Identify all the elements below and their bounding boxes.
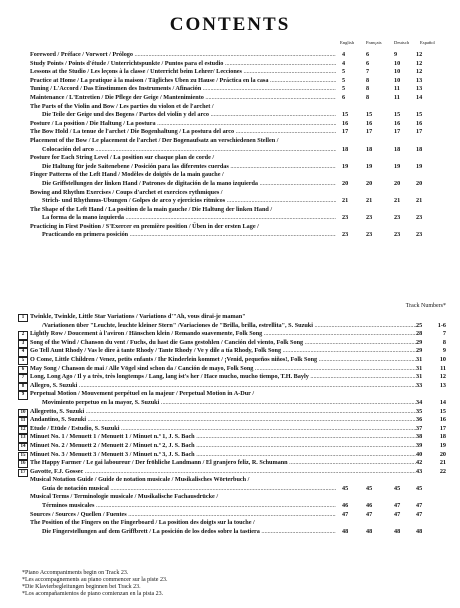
toc-row — [21, 364, 450, 374]
page-number: 13 — [416, 85, 423, 93]
track-number: 21 — [439, 459, 446, 467]
footnote-line: *Piano Accompaniments begin on Track 23. — [22, 570, 129, 576]
page-number: 10 — [394, 68, 401, 76]
page-number: 23 — [342, 214, 349, 222]
page-number: 34 — [416, 398, 423, 406]
toc-entry-title: Perpetual Motion / Mouvement perpétuel en la majeur / Perpetual Motion in A-Dur / — [30, 390, 255, 398]
toc-entry-title: Allegro, S. Suzuki ..... — [30, 382, 416, 391]
toc-entry-title: Posture / La position / Die Haltung / La postura ..... — [30, 120, 336, 129]
footnote-line: *Los acompañamientos de piano comienzan en la pista 23. — [22, 591, 164, 597]
page-number: 16 — [342, 119, 349, 127]
page-number: 39 — [416, 441, 423, 449]
page-number: 47 — [394, 502, 401, 510]
track-number: 16 — [439, 416, 446, 424]
toc-entry-title: Movimiento perpetuo en la mayor, S. Suzuki ..... — [42, 399, 416, 408]
toc-entry-title: Practicando en primera posición ..... — [42, 231, 336, 240]
page-number: 42 — [416, 459, 423, 467]
page-number: 45 — [342, 484, 349, 492]
toc-entry-title: /Variationen über "Leuchte, leuchte kleiner Stern" /Variaciones de "Brilla, brilla, estrellita", S. Suzuki ..... — [42, 322, 416, 331]
toc-row — [30, 197, 450, 206]
piece-number-box: 10 — [18, 409, 28, 417]
toc-entry-title: Study Points / Points d'étude / Unterrichtspunkte / Puntos para el estudio ..... — [30, 60, 336, 69]
page-number: 17 — [366, 128, 373, 136]
page-number: 43 — [416, 467, 423, 475]
page-number: 19 — [394, 162, 401, 170]
toc-row — [30, 214, 450, 223]
track-number: 11 — [440, 364, 446, 372]
toc-row — [20, 450, 450, 460]
page-number: 12 — [416, 51, 423, 58]
piece-number-box: 12 — [18, 426, 28, 434]
toc-entry-title: Lessons at the Studio / Les leçons à la classe / Unterricht beim Lehrer/ Lecciones ..... — [30, 68, 336, 77]
page-number: 35 — [416, 407, 423, 415]
toc-row — [21, 313, 450, 322]
toc-entry-title: Guía de notación musical ..... — [42, 485, 336, 494]
toc-row — [21, 347, 450, 356]
page-number: 40 — [416, 450, 423, 458]
toc-entry-title: The Parts of the Violin and Bow / Les parties du violon et de l'archet / — [30, 102, 214, 110]
page-number: 48 — [342, 527, 349, 535]
track-number: 7 — [442, 330, 446, 338]
toc-entry-title: The Shape of the Left Hand / La position de la main gauche / Die Haltung der linken Hand / — [30, 205, 273, 213]
page-number: 12 — [416, 68, 423, 76]
toc-row — [30, 399, 450, 408]
toc-entry-title: Andantino, S. Suzuki ..... — [30, 416, 416, 425]
toc-entry-title: Strich- und Rhythmus-Übungen / Golpes de arco y ejercicios rítmicos ..... — [42, 197, 336, 206]
toc-entry-title: Minuet No. 2 / Menuett 2 / Menuett 2 / Minuet n.º 2, J. S. Bach ..... — [30, 442, 416, 451]
toc-row — [20, 459, 450, 468]
toc-row — [30, 476, 450, 485]
toc-entry-title: Bowing and Rhythm Exercises / Coups d'archet et exercices rythmiques / — [30, 188, 223, 196]
page-number: 5 — [342, 85, 346, 93]
toc-entry-title: Colocación del arco ..... — [42, 146, 336, 155]
toc-entry-title: Lightly Row / Doucement à l'aviron / Hänschen klein / Remando suavemente, Folk Song ..... — [30, 330, 416, 339]
piece-number-box: 13 — [18, 434, 28, 442]
page-number: 21 — [342, 197, 349, 205]
toc-row — [21, 355, 450, 365]
track-number: 20 — [439, 450, 446, 458]
page-number: 16 — [366, 119, 373, 127]
language-column-headers — [340, 40, 452, 48]
toc-entry-title: Sources / Sources / Quellen / Fuentes ..... — [30, 511, 336, 520]
page-title: CONTENTS — [169, 14, 291, 35]
toc-entry-title: Go Tell Aunt Rhody / Vas le dire à tante Rhody / Tante Rhody / Ve y dile a tía Rhody, Folk Song ..... — [30, 347, 416, 356]
toc-entry-title: Términos musicales ..... — [42, 502, 336, 511]
piece-number-box: 1 — [18, 314, 28, 322]
toc-row — [30, 128, 450, 137]
toc-entry-title: Minuet No. 3 / Menuett 3 / Menuett 3 / Minuet n.º 3, J. S. Bach ..... — [30, 451, 416, 460]
page-number: 29 — [416, 347, 423, 355]
page-number: 46 — [342, 502, 349, 510]
piece-number-box: 5 — [18, 357, 28, 365]
toc-row — [30, 51, 450, 60]
lang-header-french: Français — [366, 40, 382, 45]
toc-row — [30, 502, 450, 511]
toc-entry-title: Minuet No. 1 / Menuett 1 / Menuett 1 / Minuet n.º 1, J. S. Bach ..... — [30, 433, 416, 442]
track-number: 1-6 — [437, 321, 446, 329]
toc-entry-title: O Come, Little Children / Venez, petits enfants / Ihr Kinderlein kommet / ¡Venid, pequeños niños!, Folk Song ..... — [30, 356, 416, 365]
toc-row — [30, 94, 450, 103]
toc-row — [20, 416, 450, 425]
page-number: 5 — [342, 68, 346, 76]
page-number: 47 — [366, 510, 373, 518]
page-number: 6 — [366, 51, 370, 58]
toc-entry-title: Posture for Each String Level / La position sur chaque plan de corde / — [30, 154, 215, 162]
page-number: 10 — [394, 76, 401, 84]
page-number: 21 — [416, 197, 423, 205]
toc-row — [30, 206, 450, 215]
page-number: 47 — [342, 510, 349, 518]
track-number: 19 — [439, 441, 446, 449]
piece-number-box: 17 — [18, 469, 28, 477]
track-number: 9 — [442, 347, 446, 355]
page-number: 23 — [366, 231, 373, 239]
toc-row — [30, 85, 450, 94]
toc-entry-title: May Song / Chanson de mai / Alle Vögel sind schon da / Canción de mayo, Folk Song ..... — [30, 365, 416, 374]
toc-entry-title: Musical Notation Guide / Guide de notation musicale / Musikalisches Wörterbuch / — [30, 476, 250, 484]
piece-number-box: 8 — [18, 383, 28, 391]
page-number: 4 — [342, 59, 346, 67]
toc-entry-title: Finger Patterns of the Left Hand / Modèles de doigtés de la main gauche / — [30, 171, 224, 179]
toc-row — [30, 493, 450, 502]
piece-number-box: 2 — [18, 331, 28, 339]
toc-entry-title: Placement of the Bow / Le placement de l'archet / Der Bogenaufsatz an verschiedenen Stellen / — [30, 136, 279, 144]
track-number: 13 — [439, 381, 446, 389]
page-number: 18 — [366, 145, 373, 153]
toc-entry-title: The Bow Hold / La tenue de l'archet / Die Bogenhaltung / La postura del arco ..... — [30, 128, 336, 137]
page-number: 4 — [342, 51, 346, 58]
page-number: 16 — [394, 119, 401, 127]
toc-entry-title: Foreword / Préface / Vorwort / Prólogo ..... — [30, 51, 336, 60]
piece-number-box: 3 — [18, 340, 28, 348]
page-number: 23 — [394, 231, 401, 239]
piece-number-box: 15 — [18, 452, 28, 460]
page-number: 47 — [416, 510, 423, 518]
toc-row — [30, 137, 450, 146]
page-number: 15 — [394, 111, 401, 119]
toc-row — [20, 441, 450, 451]
track-number: 12 — [439, 373, 446, 381]
page-number: 14 — [416, 93, 423, 101]
page-number: 48 — [394, 527, 401, 535]
toc-row — [30, 171, 450, 180]
toc-row — [21, 381, 450, 391]
page-number: 45 — [416, 484, 423, 492]
track-number: 18 — [439, 433, 446, 441]
toc-row — [21, 390, 450, 399]
page-number: 45 — [394, 484, 401, 492]
page-number: 47 — [416, 502, 423, 510]
page-number: 12 — [416, 59, 423, 67]
page-number: 19 — [416, 162, 423, 170]
track-numbers-label: Track Numbers* — [405, 303, 446, 309]
toc-row — [30, 180, 450, 189]
toc-row — [30, 68, 450, 77]
contents-list-intro — [30, 51, 450, 240]
page-number: 11 — [394, 85, 400, 93]
page-number: 48 — [366, 527, 373, 535]
toc-row — [30, 111, 450, 120]
toc-row — [30, 511, 450, 520]
toc-row — [30, 519, 450, 528]
page-number: 31 — [416, 364, 423, 372]
page-number: 23 — [394, 214, 401, 222]
page-number: 20 — [342, 179, 349, 187]
page-number: 20 — [416, 179, 423, 187]
footnotes — [22, 570, 167, 598]
page-number: 31 — [416, 355, 423, 363]
page-number: 29 — [416, 338, 423, 346]
page-number: 21 — [366, 197, 373, 205]
toc-entry-title: Etude / Etüde / Estudio, S. Suzuki ..... — [30, 425, 416, 434]
toc-row — [30, 231, 450, 240]
toc-entry-title: Tuning / L'Accord / Das Einstimmen des Instruments / Afinación ..... — [30, 85, 336, 94]
page-number: 31 — [416, 373, 423, 381]
toc-entry-title: Song of the Wind / Chanson du vent / Fuchs, du hast die Gans gestohlen / Canción del viento, Folk Song ..... — [30, 339, 416, 348]
toc-entry-title: Maintenance / L'Entretien / Die Pflege der Geige / Mantenimiento ..... — [30, 94, 336, 103]
page-number: 13 — [416, 76, 423, 84]
page-number: 17 — [342, 128, 349, 136]
page-number: 8 — [366, 76, 370, 84]
toc-entry-title: Musical Terms / Terminologie musicale / Musikalische Fachausdrücke / — [30, 493, 219, 501]
toc-entry-title: La forma de la mano izquierda ..... — [42, 214, 336, 223]
page-number: 36 — [416, 416, 423, 424]
page-number: 21 — [394, 197, 401, 205]
page-number: 19 — [366, 162, 373, 170]
track-number: 14 — [439, 398, 446, 406]
piece-number-box: 6 — [18, 366, 28, 374]
page-number: 23 — [416, 231, 423, 239]
page-number: 33 — [416, 381, 423, 389]
track-number: 15 — [439, 407, 446, 415]
page-number: 15 — [366, 111, 373, 119]
footnote-line: *Les accompagnements au piano commencer sur la piste 23. — [22, 577, 168, 583]
track-number: 22 — [439, 467, 446, 475]
toc-row — [30, 77, 450, 86]
toc-entry-title: Allegretto, S. Suzuki ..... — [30, 408, 416, 417]
track-number: 10 — [439, 355, 446, 363]
contents-list-pieces — [20, 313, 450, 536]
toc-entry-title: The Happy Farmer / Le gai laboureur / Der fröhliche Landmann / El granjero feliz, R. Schumann ..... — [30, 459, 416, 468]
lang-header-german: Deutsch — [394, 40, 410, 45]
page-number: 45 — [366, 484, 373, 492]
page-number: 10 — [394, 59, 401, 67]
toc-entry-title: Die Griffstellungen der linken Hand / Patrones de digitación de la mano izquierda ..... — [42, 180, 336, 189]
toc-row — [30, 223, 450, 232]
page-number: 23 — [342, 231, 349, 239]
toc-row — [21, 330, 450, 339]
toc-row — [30, 322, 450, 331]
page-number: 18 — [416, 145, 423, 153]
piece-number-box: 9 — [18, 391, 28, 399]
page-number: 17 — [394, 128, 401, 136]
toc-entry-title: Gavotte, F.J. Gossec ..... — [30, 468, 416, 477]
toc-row — [20, 467, 450, 477]
page-number: 46 — [366, 502, 373, 510]
page-number: 6 — [366, 59, 370, 67]
page-number: 8 — [366, 85, 370, 93]
page-number: 19 — [342, 162, 349, 170]
page-number: 8 — [366, 93, 370, 101]
toc-entry-title: Die Haltung für jede Saitenebene / Posición para las diferentes cuerdas ..... — [42, 163, 336, 172]
track-number: 17 — [439, 424, 446, 432]
toc-row — [30, 120, 450, 129]
page-number: 23 — [366, 214, 373, 222]
page-number: 11 — [394, 93, 400, 101]
lang-header-spanish: Español — [420, 40, 435, 45]
piece-number-box: 16 — [18, 460, 28, 468]
toc-row — [30, 528, 450, 537]
page-number: 37 — [416, 424, 423, 432]
toc-row — [30, 189, 450, 198]
page-number: 20 — [394, 179, 401, 187]
page-number: 20 — [366, 179, 373, 187]
toc-row — [21, 338, 450, 348]
page-number: 7 — [366, 68, 370, 76]
page-number: 18 — [394, 145, 401, 153]
page-number: 6 — [342, 93, 346, 101]
toc-entry-title: Long, Long Ago / Il y a très, très longtemps / Lang, lang ist's her / Hace mucho, mucho tiempo, T.H. Bayly ..... — [30, 373, 416, 382]
toc-entry-title: Practicing in First Position / S'Exercer en première position / Üben in der ersten Lage / — [30, 222, 259, 230]
footnote-line: *Die Klavierbegleitungen beginnen bei Track 23. — [22, 584, 141, 590]
toc-entry-title: Die Fingerstellungen auf dem Griffbrett / La posición de los dedos sobre la tastiera ..... — [42, 528, 336, 537]
toc-row — [30, 163, 450, 172]
toc-row — [21, 373, 450, 382]
page-number: 15 — [416, 111, 423, 119]
page-number: 18 — [342, 145, 349, 153]
toc-row — [30, 60, 450, 69]
piece-number-box: 14 — [18, 443, 28, 451]
page-number: 23 — [416, 214, 423, 222]
page-number: 15 — [342, 111, 349, 119]
toc-entry-title: Practice at Home / La pratique à la maison / Tägliches Üben zu Hause / Práctica en la casa ..... — [30, 77, 336, 86]
toc-row — [30, 154, 450, 163]
toc-row — [20, 424, 450, 434]
page-number: 9 — [394, 51, 398, 58]
toc-row — [20, 433, 450, 442]
page-number: 25 — [416, 321, 423, 329]
page-number: 28 — [416, 330, 423, 338]
toc-row — [30, 146, 450, 155]
toc-entry-title: Twinkle, Twinkle, Little Star Variations / Variations d'"Ah, vous dirai-je maman" — [30, 313, 246, 320]
toc-entry-title: Die Teile der Geige und des Bogens / Partes del violín y del arco ..... — [42, 111, 336, 120]
track-number: 8 — [442, 338, 446, 346]
page-number: 38 — [416, 433, 423, 441]
piece-number-box: 4 — [18, 348, 28, 356]
page-number: 5 — [342, 76, 346, 84]
piece-number-box: 7 — [18, 374, 28, 382]
page-number: 16 — [416, 119, 423, 127]
toc-row — [30, 485, 450, 494]
lang-header-english: English — [340, 40, 355, 45]
toc-entry-title: The Position of the Fingers on the Fingerboard / La position des doigts sur la touche / — [30, 519, 255, 527]
page-number: 47 — [394, 510, 401, 518]
toc-row — [30, 103, 450, 112]
toc-row — [20, 407, 450, 417]
page-number: 48 — [416, 527, 423, 535]
page-number: 17 — [416, 128, 423, 136]
piece-number-box: 11 — [18, 417, 28, 425]
